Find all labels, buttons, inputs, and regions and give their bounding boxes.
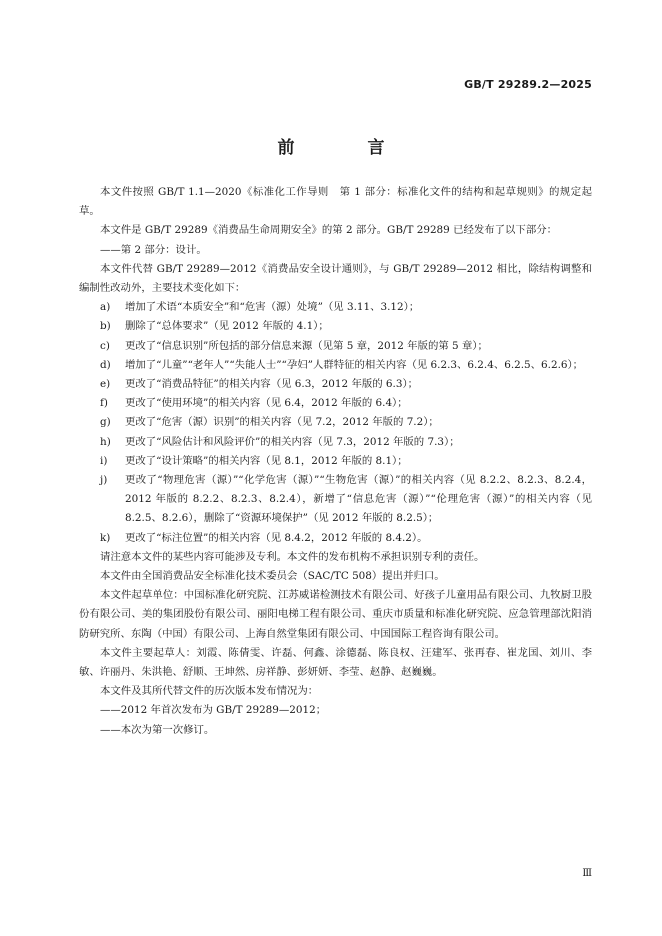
- change-item-label: b): [100, 320, 111, 333]
- history-intro: 本文件及其所代替文件的历次版本发布情况为：: [100, 685, 319, 698]
- change-item-label: j): [100, 474, 108, 487]
- standard-code: GB/T 29289.2—2025: [464, 78, 592, 91]
- change-item-text: 更改了“风险估计和风险评价”的相关内容（见 7.3，2012 年版的 7.3）；: [125, 435, 460, 448]
- change-item-label: a): [100, 301, 111, 314]
- change-item: [79, 413, 592, 432]
- change-item-label: g): [100, 416, 111, 429]
- change-item: [79, 471, 592, 529]
- part-list-item: ——第 2 部分：设计。: [100, 243, 207, 256]
- change-item-label: k): [100, 531, 111, 544]
- history-item: ——本次为第一次修订。: [100, 723, 215, 736]
- change-item-text: 更改了“使用环境”的相关内容（见 6.4，2012 年版的 6.4）；: [125, 397, 408, 410]
- change-item-text: 更改了“危害（源）识别”的相关内容（见 7.2，2012 年版的 7.2）；: [125, 416, 439, 429]
- replace-paragraph: 本文件代替 GB/T 29289—2012《消费品安全设计通则》，与 GB/T 29289—2012 相比，除结构调整和编制性改动外，主要技术变化如下：: [79, 262, 592, 295]
- change-item-text: 更改了“信息识别”所包括的部分信息来源（见第 5 章，2012 年版的第 5 章）；: [125, 339, 488, 352]
- change-item-label: e): [100, 378, 111, 391]
- change-item: [79, 337, 592, 356]
- proposer-paragraph: 本文件由全国消费品安全标准化技术委员会（SAC/TC 508）提出并归口。: [100, 570, 445, 583]
- change-item-text: 增加了术语“本质安全”和“危害（源）处境”（见 3.11、3.12）；: [125, 301, 420, 314]
- page-number: Ⅲ: [582, 868, 592, 879]
- change-item: [79, 375, 592, 394]
- change-item-text: 更改了“标注位置”的相关内容（见 8.4.2，2012 年版的 8.4.2）。: [125, 531, 428, 544]
- change-item-text: 更改了“消费品特征”的相关内容（见 6.3，2012 年版的 6.3）；: [125, 378, 419, 391]
- history-item: ——2012 年首次发布为 GB/T 29289—2012；: [100, 704, 327, 717]
- intro-paragraph: 本文件是 GB/T 29289《消费品生命周期安全》的第 2 部分。GB/T 29289 已经发布了以下部分：: [100, 224, 557, 237]
- page-title: 前 言: [277, 138, 413, 158]
- change-item-label: h): [100, 435, 111, 448]
- change-item: [79, 529, 592, 548]
- change-item-text: 删除了“总体要求”（见 2012 年版的 4.1）；: [125, 320, 329, 333]
- change-item-text: 更改了“设计策略”的相关内容（见 8.1，2012 年版的 8.1）；: [125, 454, 408, 467]
- change-item-label: f): [100, 397, 108, 410]
- change-item-label: i): [100, 454, 108, 467]
- change-item: [79, 298, 592, 317]
- change-item-text: 更改了“物理危害（源）”“化学危害（源）”“生物危害（源）”的相关内容（见 8.2.2、8.2.3、8.2.4，2012 年版的 8.2.2、8.2.3、8.2.4），新增了“信息危害（源）”“伦理危害（源）”的相关内容（见 8.2.5、8.2.6），删除了“资源环境保护”（见 2012 年版的 8.2.5）；: [125, 474, 592, 525]
- change-item: [79, 433, 592, 452]
- change-item: [79, 452, 592, 471]
- drafters-paragraph: 本文件主要起草人：刘霞、陈倩雯、许磊、何鑫、涂德磊、陈良权、汪建军、张再春、崔龙国、刘川、李敏、许丽丹、朱洪艳、舒顺、王坤然、房祥静、彭妍妍、李莹、赵静、赵巍巍。: [79, 646, 592, 679]
- patent-notice: 请注意本文件的某些内容可能涉及专利。本文件的发布机构不承担识别专利的责任。: [100, 550, 485, 563]
- change-item: [79, 317, 592, 336]
- change-item: [79, 356, 592, 375]
- change-item-label: c): [100, 339, 110, 352]
- document-body: [79, 183, 592, 740]
- intro-paragraph: 本文件按照 GB/T 1.1—2020《标准化工作导则 第 1 部分：标准化文件的结构和起草规则》的规定起草。: [79, 186, 592, 218]
- change-item-text: 增加了“儿童”“老年人”“失能人士”“孕妇”人群特征的相关内容（见 6.2.3、6.2.4、6.2.5、6.2.6）；: [125, 358, 584, 371]
- change-item-label: d): [100, 358, 111, 371]
- change-item: [79, 394, 592, 413]
- drafting-units-paragraph: 本文件起草单位：中国标准化研究院、江苏威诺检测技术有限公司、好孩子儿童用品有限公司、九牧厨卫股份有限公司、美的集团股份有限公司、丽阳电梯工程有限公司、重庆市质量和标准化研究院、应急管理部沈阳消防研究所、东陶（中国）有限公司、上海自然堂集团有限公司、中国国际工程咨询有限公司。: [79, 589, 592, 640]
